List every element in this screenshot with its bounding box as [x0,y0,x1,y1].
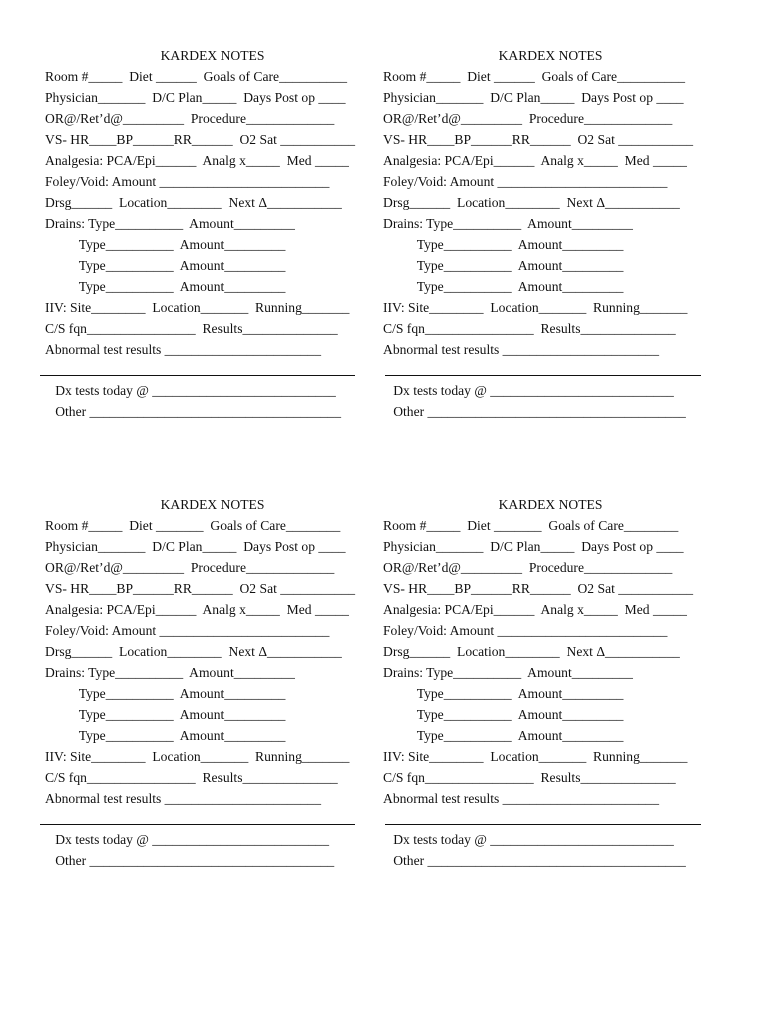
card-title: KARDEX NOTES [498,48,603,63]
dressing-line: Drsg______ Location________ Next Δ___________ [45,195,342,210]
drain-type-line: Type__________ Amount_________ [45,279,286,294]
or-procedure-line: OR@/Ret’d@_________ Procedure_____________ [45,111,335,126]
vital-signs-line: VS- HR____BP______RR______ O2 Sat ___________ [45,581,356,596]
drains-line: Drains: Type__________ Amount_________ [383,665,633,680]
card-title: KARDEX NOTES [498,497,603,512]
physician-plan-line: Physician_______ D/C Plan_____ Days Post op ____ [383,90,684,105]
dressing-line: Drsg______ Location________ Next Δ___________ [383,195,680,210]
drains-line: Drains: Type__________ Amount_________ [45,216,295,231]
card-title: KARDEX NOTES [160,48,265,63]
dressing-line: Drsg______ Location________ Next Δ___________ [383,644,680,659]
abnormal-results-line: Abnormal test results _______________________ [383,791,660,806]
foley-void-line: Foley/Void: Amount _________________________ [383,623,668,638]
foley-void-line: Foley/Void: Amount _________________________ [45,623,330,638]
foley-void-line: Foley/Void: Amount _________________________ [45,174,330,189]
or-procedure-line: OR@/Ret’d@_________ Procedure_____________ [45,560,335,575]
drain-type-line: Type__________ Amount_________ [45,237,286,252]
divider-rule [385,375,701,376]
culture-results-line: C/S fqn________________ Results______________ [383,321,676,336]
drain-type-line: Type__________ Amount_________ [383,728,624,743]
analgesia-line: Analgesia: PCA/Epi______ Analg x_____ Med _____ [45,153,349,168]
other-line: Other ______________________________________ [383,404,686,419]
drain-type-line: Type__________ Amount_________ [45,728,286,743]
kardex-card-4 [378,493,723,893]
foley-void-line: Foley/Void: Amount _________________________ [383,174,668,189]
divider-rule [385,824,701,825]
card-title: KARDEX NOTES [160,497,265,512]
analgesia-line: Analgesia: PCA/Epi______ Analg x_____ Med _____ [383,602,687,617]
or-procedure-line: OR@/Ret’d@_________ Procedure_____________ [383,560,673,575]
room-diet-goals-line: Room #_____ Diet _______ Goals of Care________ [383,518,679,533]
other-line: Other ______________________________________ [383,853,686,868]
drain-type-line: Type__________ Amount_________ [383,258,624,273]
kardex-card-1 [40,44,385,444]
physician-plan-line: Physician_______ D/C Plan_____ Days Post op ____ [45,90,346,105]
drains-line: Drains: Type__________ Amount_________ [45,665,295,680]
or-procedure-line: OR@/Ret’d@_________ Procedure_____________ [383,111,673,126]
vital-signs-line: VS- HR____BP______RR______ O2 Sat ___________ [383,581,694,596]
other-line: Other ____________________________________ [45,853,335,868]
divider-rule [40,375,355,376]
abnormal-results-line: Abnormal test results _______________________ [383,342,660,357]
dx-tests-line: Dx tests today @ __________________________ [45,832,330,847]
drain-type-line: Type__________ Amount_________ [45,707,286,722]
dx-tests-line: Dx tests today @ ___________________________ [383,832,674,847]
room-diet-goals-line: Room #_____ Diet _______ Goals of Care________ [45,518,341,533]
drain-type-line: Type__________ Amount_________ [383,686,624,701]
drain-type-line: Type__________ Amount_________ [45,686,286,701]
culture-results-line: C/S fqn________________ Results______________ [383,770,676,785]
iv-site-line: IIV: Site________ Location_______ Running_______ [383,300,688,315]
drain-type-line: Type__________ Amount_________ [383,279,624,294]
iv-site-line: IIV: Site________ Location_______ Running_______ [383,749,688,764]
kardex-card-2 [378,44,723,444]
vital-signs-line: VS- HR____BP______RR______ O2 Sat ___________ [383,132,694,147]
drain-type-line: Type__________ Amount_________ [45,258,286,273]
analgesia-line: Analgesia: PCA/Epi______ Analg x_____ Med _____ [45,602,349,617]
drain-type-line: Type__________ Amount_________ [383,707,624,722]
culture-results-line: C/S fqn________________ Results______________ [45,770,338,785]
physician-plan-line: Physician_______ D/C Plan_____ Days Post op ____ [383,539,684,554]
drains-line: Drains: Type__________ Amount_________ [383,216,633,231]
physician-plan-line: Physician_______ D/C Plan_____ Days Post op ____ [45,539,346,554]
culture-results-line: C/S fqn________________ Results______________ [45,321,338,336]
analgesia-line: Analgesia: PCA/Epi______ Analg x_____ Med _____ [383,153,687,168]
abnormal-results-line: Abnormal test results _______________________ [45,342,322,357]
dx-tests-line: Dx tests today @ ___________________________ [45,383,336,398]
kardex-card-3 [40,493,385,893]
iv-site-line: IIV: Site________ Location_______ Running_______ [45,300,350,315]
dx-tests-line: Dx tests today @ ___________________________ [383,383,674,398]
vital-signs-line: VS- HR____BP______RR______ O2 Sat ___________ [45,132,356,147]
room-diet-goals-line: Room #_____ Diet ______ Goals of Care__________ [45,69,348,84]
iv-site-line: IIV: Site________ Location_______ Running_______ [45,749,350,764]
other-line: Other _____________________________________ [45,404,342,419]
drain-type-line: Type__________ Amount_________ [383,237,624,252]
divider-rule [40,824,355,825]
room-diet-goals-line: Room #_____ Diet ______ Goals of Care__________ [383,69,686,84]
dressing-line: Drsg______ Location________ Next Δ___________ [45,644,342,659]
abnormal-results-line: Abnormal test results _______________________ [45,791,322,806]
